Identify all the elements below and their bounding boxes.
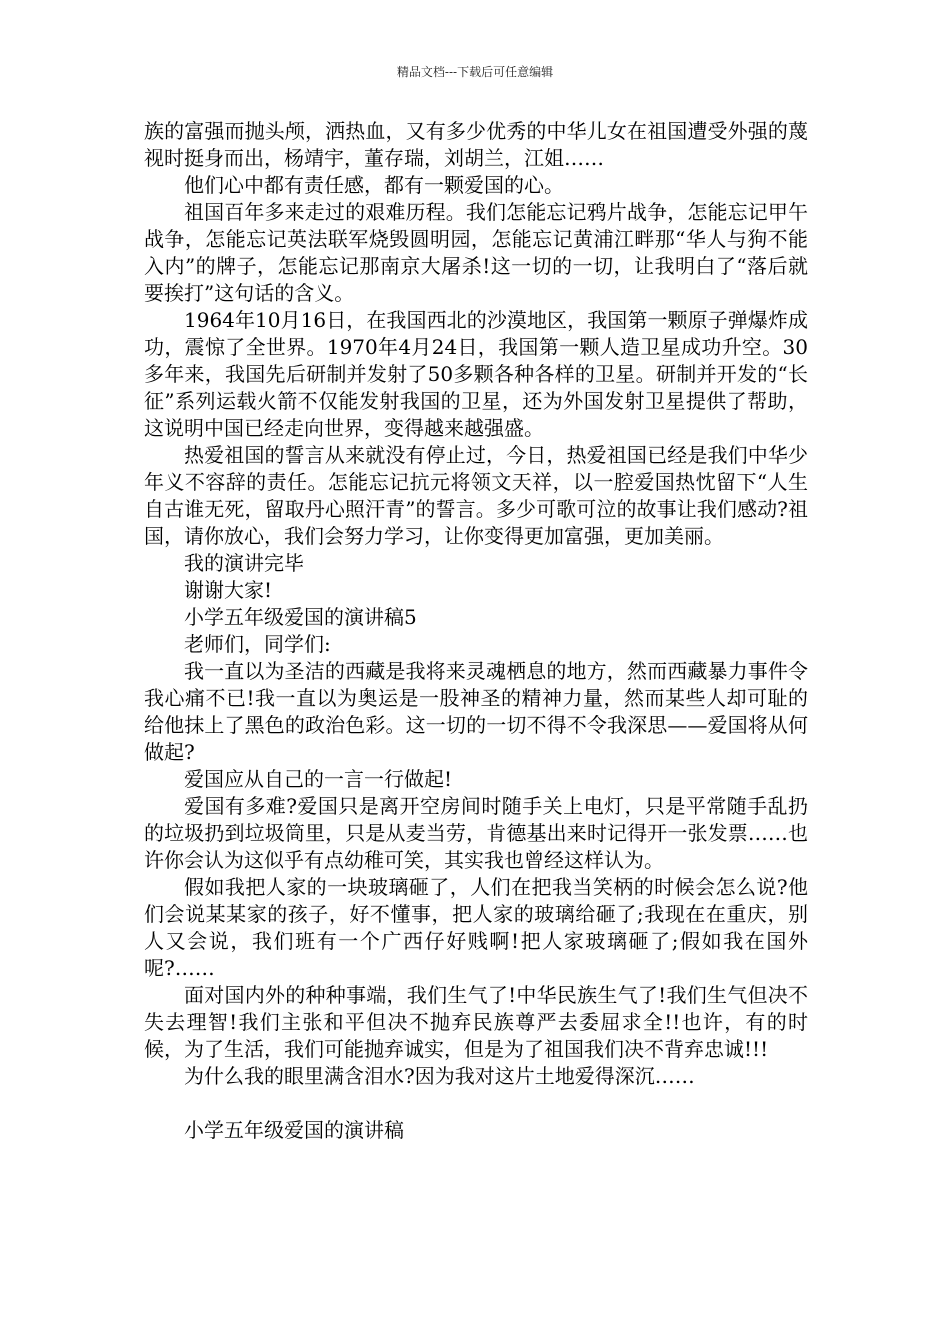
paragraph: 为什么我的眼里满含泪水?因为我对这片土地爱得深沉…… (184, 1064, 695, 1088)
page-header: 精品文档---下载后可任意编辑 (396, 65, 554, 79)
paragraph: 爱国应从自己的一言一行做起! (184, 767, 453, 791)
section-title: 小学五年级爱国的演讲稿5 (184, 605, 417, 629)
paragraph: 他们心中都有责任感，都有一颗爱国的心。 (184, 173, 564, 197)
paragraph: 祖国百年多来走过的艰难历程。我们怎能忘记鸦片战争，怎能忘记甲午战争，怎能忘记英法联军烧毁圆明园，怎能忘记黄浦江畔那“华人与狗不能入内”的牌子，怎能忘记那南京大屠杀!这一切的一切，让我明白了“落后就要挨打”这句话的含义。 (144, 200, 808, 305)
closing-line: 我的演讲完毕 (184, 551, 304, 575)
paragraph-continuation: 族的富强而抛头颅，洒热血，又有多少优秀的中华儿女在祖国遭受外强的蔑视时挺身而出，杨靖宇，董存瑞，刘胡兰，江姐…… (144, 119, 808, 170)
paragraph: 假如我把人家的一块玻璃砸了，人们在把我当笑柄的时候会怎么说?他们会说某某家的孩子，好不懂事，把人家的玻璃给砸了;我现在在重庆，别人又会说，我们班有一个广西仔好贱啊!把人家玻璃砸了;假如我在国外呢?…… (144, 875, 808, 980)
section-title: 小学五年级爱国的演讲稿 (184, 1118, 404, 1142)
paragraph: 热爱祖国的誓言从来就没有停止过，今日，热爱祖国已经是我们中华少年义不容辞的责任。怎能忘记抗元将领文天祥，以一腔爱国热忱留下“人生自古谁无死，留取丹心照汗青”的誓言。多少可歌可泣的故事让我们感动?祖国，请你放心，我们会努力学习，让你变得更加富强，更加美丽。 (144, 443, 808, 548)
blank-line (144, 1090, 808, 1117)
thanks-line: 谢谢大家! (184, 578, 273, 602)
document-body (144, 118, 808, 1144)
paragraph: 面对国内外的种种事端，我们生气了!中华民族生气了!我们生气但决不失去理智!我们主张和平但决不抛弃民族尊严去委屈求全!!也许，有的时候，为了生活，我们可能抛弃诚实，但是为了祖国我们决不背弃忠诚!!! (144, 983, 808, 1061)
paragraph: 我一直以为圣洁的西藏是我将来灵魂栖息的地方，然而西藏暴力事件令我心痛不已!我一直以为奥运是一股神圣的精神力量，然而某些人却可耻的给他抹上了黑色的政治色彩。这一切的一切不得不令我深思——爱国将从何做起? (144, 659, 808, 764)
paragraph: 1964年10月16日，在我国西北的沙漠地区，我国第一颗原子弹爆炸成功，震惊了全世界。1970年4月24日，我国第一颗人造卫星成功升空。30多年来，我国先后研制并发射了50多颗各种各样的卫星。研制并开发的“长征”系列运载火箭不仅能发射我国的卫星，还为外国发射卫星提供了帮助，这说明中国已经走向世界，变得越来越强盛。 (144, 308, 808, 440)
paragraph: 爱国有多难?爱国只是离开空房间时随手关上电灯，只是平常随手乱扔的垃圾扔到垃圾筒里，只是从麦当劳，肯德基出来时记得开一张发票……也许你会认为这似乎有点幼稚可笑，其实我也曾经这样认为。 (144, 794, 808, 872)
salutation: 老师们，同学们: (184, 632, 331, 656)
